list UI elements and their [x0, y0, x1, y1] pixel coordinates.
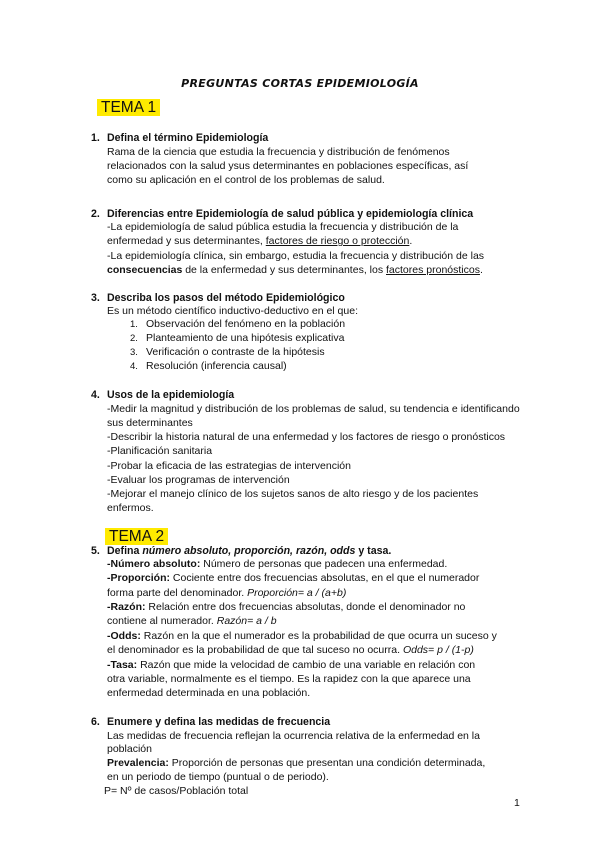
q5-answer-line: contiene al numerador. Razón= a / b: [107, 615, 277, 627]
q2-answer-line: -La epidemiología clínica, sin embargo, estudia la frecuencia y distribución de las: [107, 250, 485, 262]
q5-answer-line: el denominador es la probabilidad de que tal suceso no ocurra. Odds= p / (1-p): [107, 644, 474, 656]
q5-definition-proporcion: -Proporción: Cociente entre dos frecuencias absolutas, en el que el numerador: [107, 572, 480, 584]
q4-answer-line: -Probar la eficacia de las estrategias de intervención: [107, 460, 351, 472]
q6-answer-line: Las medidas de frecuencia reflejan la ocurrencia relativa de la enfermedad en la: [107, 730, 480, 742]
q5-answer-line: enfermedad determinada en una población.: [107, 687, 311, 699]
q2-answer-line: enfermedad y sus determinantes, factores de riesgo o protección.: [107, 235, 413, 247]
formula: Odds= p / (1-p): [402, 644, 474, 656]
q5-answer-line: forma parte del denominador. Proporción= a / (a+b): [107, 587, 347, 599]
q4-answer-line: -Planificación sanitaria: [107, 445, 213, 457]
q2-answer-line: consecuencias de la enfermedad y sus determinantes, los factores pronósticos.: [107, 264, 483, 276]
q4-answer-line: -Evaluar los programas de intervención: [107, 474, 290, 486]
q4-answer-line: sus determinantes: [107, 417, 193, 429]
q4-answer-line: -Medir la magnitud y distribución de los problemas de salud, su tendencia e identificando: [107, 403, 520, 415]
q5-definition-tasa: -Tasa: Razón que mide la velocidad de cambio de una variable en relación con: [107, 659, 476, 671]
q2-answer-line: -La epidemiología de salud pública estudia la frecuencia y distribución de la: [107, 221, 459, 233]
q1-answer-line: como su aplicación en el control de los problemas de salud.: [107, 174, 385, 186]
q3-intro: Es un método científico inductivo-deductivo en el que:: [107, 305, 358, 317]
q5-definition-razon: -Razón: Relación entre dos frecuencias absolutas, donde el denominador no: [107, 601, 466, 613]
formula: Razón= a / b: [216, 615, 277, 627]
q4-answer-line: -Describir la historia natural de una enfermedad y los factores de riesgo o pronósticos: [107, 431, 506, 443]
q4-answer-line: -Mejorar el manejo clínico de los sujetos sanos de alto riesgo y de los pacientes: [107, 488, 479, 500]
q6-definition-prevalencia: Prevalencia: Proporción de personas que presentan una condición determinada,: [107, 757, 486, 769]
page-title: PREGUNTAS CORTAS EPIDEMIOLOGÍA: [181, 77, 419, 90]
q5-definition-numero-absoluto: -Número absoluto: Número de personas que padecen una enfermedad.: [107, 558, 448, 570]
q6-answer-line: en un periodo de tiempo (puntual o de periodo).: [107, 771, 329, 783]
q5-answer-line: otra variable, normalmente es el tiempo. Es la rapidez con la que aparece una: [107, 673, 471, 685]
q6-answer-line: población: [107, 743, 152, 755]
q4-answer-line: enfermos.: [107, 502, 154, 514]
q5-definition-odds: -Odds: Razón en la que el numerador es la probabilidad de que ocurra un suceso y: [107, 630, 497, 642]
formula: Proporción= a / (a+b): [247, 587, 347, 599]
page-number: 1: [514, 797, 520, 809]
prevalence-formula: P= Nº de casos/Población total: [104, 785, 249, 797]
underlined-term: factores pronósticos: [386, 264, 480, 276]
q1-answer-line: Rama de la ciencia que estudia la frecuencia y distribución de fenómenos: [107, 146, 450, 158]
q1-answer-line: relacionados con la salud ysus determinantes en poblaciones específicas, así: [107, 160, 469, 172]
section-heading-tema-2: TEMA 2: [105, 527, 168, 546]
underlined-term: factores de riesgo o protección: [265, 235, 410, 247]
section-heading-tema-1: TEMA 1: [97, 98, 160, 117]
